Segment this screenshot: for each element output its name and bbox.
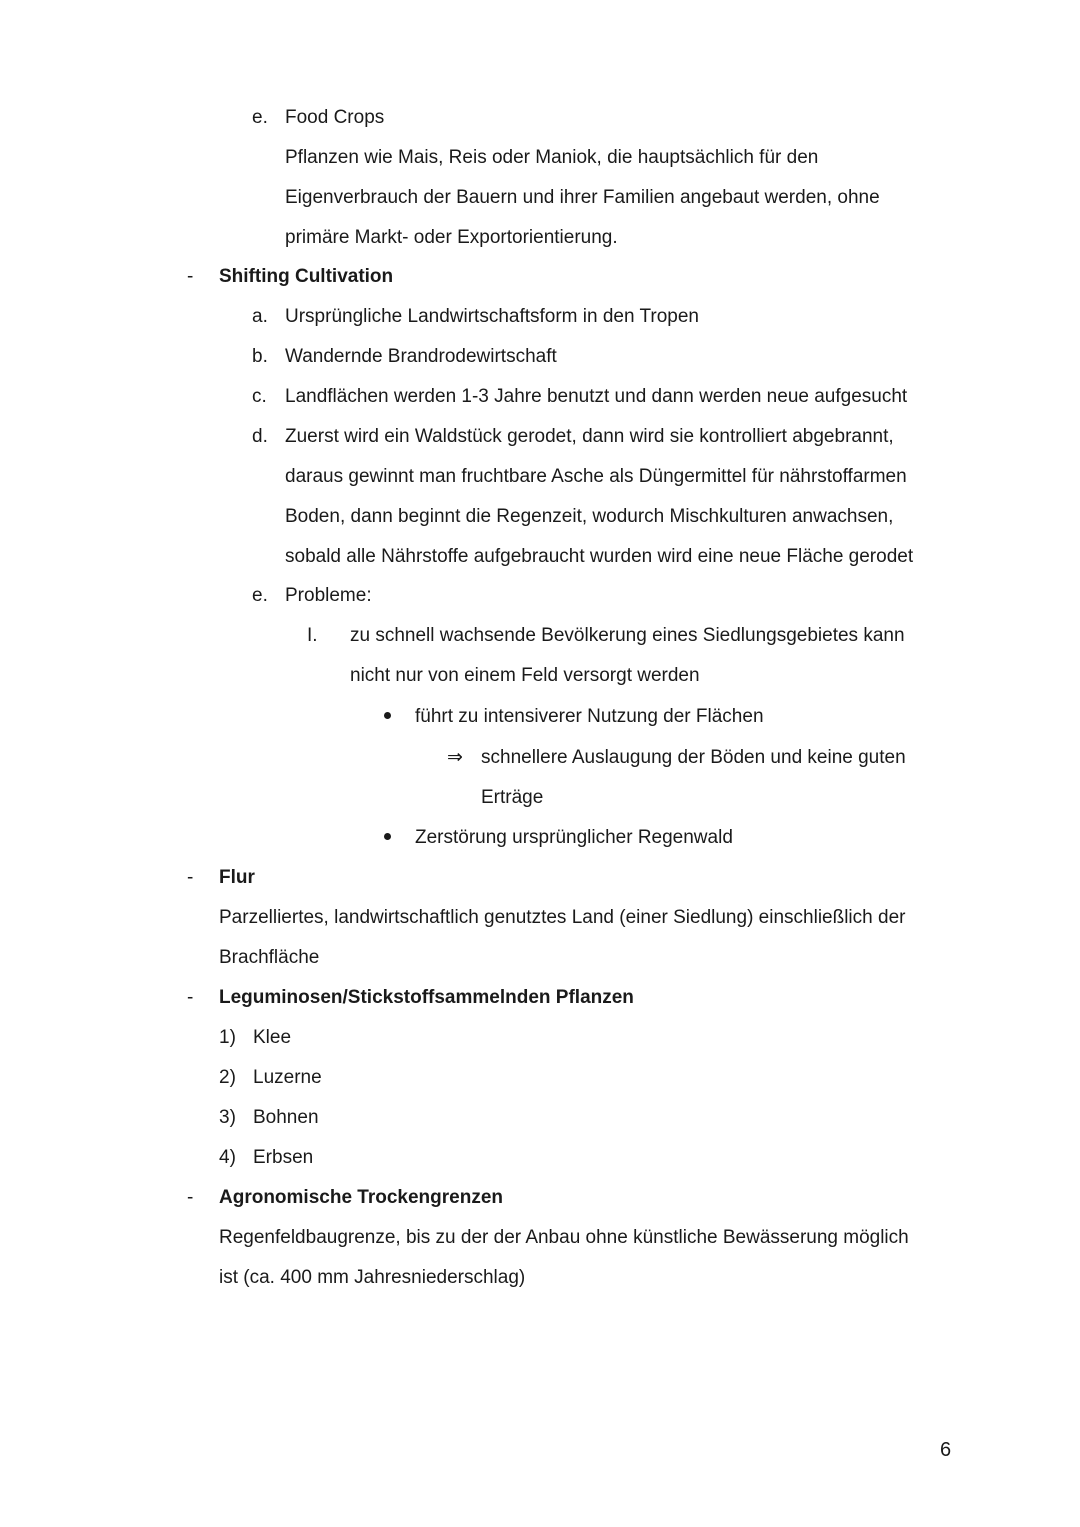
heading-leguminosen: Leguminosen/Stickstoffsammelnden Pflanzen (219, 987, 634, 1008)
number-marker: 3) (219, 1107, 236, 1128)
dash-marker: - (187, 987, 194, 1008)
list-item: Ursprüngliche Landwirtschaftsform in den Tropen (285, 306, 699, 327)
implies-arrow-icon: ⇒ (447, 747, 463, 768)
bullet-item: führt zu intensiverer Nutzung der Flächen (415, 706, 764, 727)
text-line: primäre Markt- oder Exportorientierung. (285, 227, 618, 248)
definition-text: Parzelliertes, landwirtschaftlich genutztes Land (einer Siedlung) einschließlich der (219, 907, 906, 928)
list-item: Zuerst wird ein Waldstück gerodet, dann wird sie kontrolliert abgebrannt, (285, 426, 894, 447)
bullet-icon (384, 833, 391, 840)
roman-marker: I. (307, 625, 318, 646)
list-item: Wandernde Brandrodewirtschaft (285, 346, 557, 367)
text-line: Eigenverbrauch der Bauern und ihrer Familien angebaut werden, ohne (285, 187, 880, 208)
number-marker: 2) (219, 1067, 236, 1088)
text-line: Pflanzen wie Mais, Reis oder Maniok, die hauptsächlich für den (285, 147, 819, 168)
list-item-continuation: sobald alle Nährstoffe aufgebraucht wurden wird eine neue Fläche gerodet (285, 546, 914, 567)
problem-text: nicht nur von einem Feld versorgt werden (350, 665, 700, 686)
numbered-item: Erbsen (253, 1147, 314, 1168)
list-item: Landflächen werden 1-3 Jahre benutzt und dann werden neue aufgesucht (285, 386, 908, 407)
heading-shifting-cultivation: Shifting Cultivation (219, 266, 394, 287)
number-marker: 4) (219, 1147, 236, 1168)
dash-marker: - (187, 867, 194, 888)
list-marker: c. (252, 386, 267, 407)
list-marker: e. (252, 585, 268, 606)
list-marker: b. (252, 346, 268, 367)
list-item-continuation: daraus gewinnt man fruchtbare Asche als Düngermittel für nährstoffarmen (285, 466, 907, 487)
numbered-item: Luzerne (253, 1067, 322, 1088)
page-number: 6 (940, 1439, 952, 1461)
heading-flur: Flur (219, 867, 255, 888)
numbered-item: Bohnen (253, 1107, 319, 1128)
definition-text: ist (ca. 400 mm Jahresniederschlag) (219, 1267, 526, 1288)
definition-text: Brachfläche (219, 947, 320, 968)
numbered-item: Klee (253, 1027, 292, 1048)
list-marker: d. (252, 426, 268, 447)
bullet-item: Zerstörung ursprünglicher Regenwald (415, 827, 733, 848)
bullet-icon (384, 712, 391, 719)
list-marker: a. (252, 306, 268, 327)
list-item-problems: Probleme: (285, 585, 372, 606)
arrow-item-continuation: Erträge (481, 787, 544, 808)
arrow-item: schnellere Auslaugung der Böden und keine guten (481, 747, 906, 768)
heading-trockengrenzen: Agronomische Trockengrenzen (219, 1187, 504, 1208)
dash-marker: - (187, 1187, 194, 1208)
list-item-continuation: Boden, dann beginnt die Regenzeit, wodurch Mischkulturen anwachsen, (285, 506, 894, 527)
number-marker: 1) (219, 1027, 236, 1048)
dash-marker: - (187, 266, 194, 287)
item-title-food-crops: Food Crops (285, 107, 385, 128)
definition-text: Regenfeldbaugrenze, bis zu der der Anbau ohne künstliche Bewässerung möglich (219, 1227, 909, 1248)
problem-text: zu schnell wachsende Bevölkerung eines Siedlungsgebietes kann (350, 625, 905, 646)
list-marker: e. (252, 107, 268, 128)
